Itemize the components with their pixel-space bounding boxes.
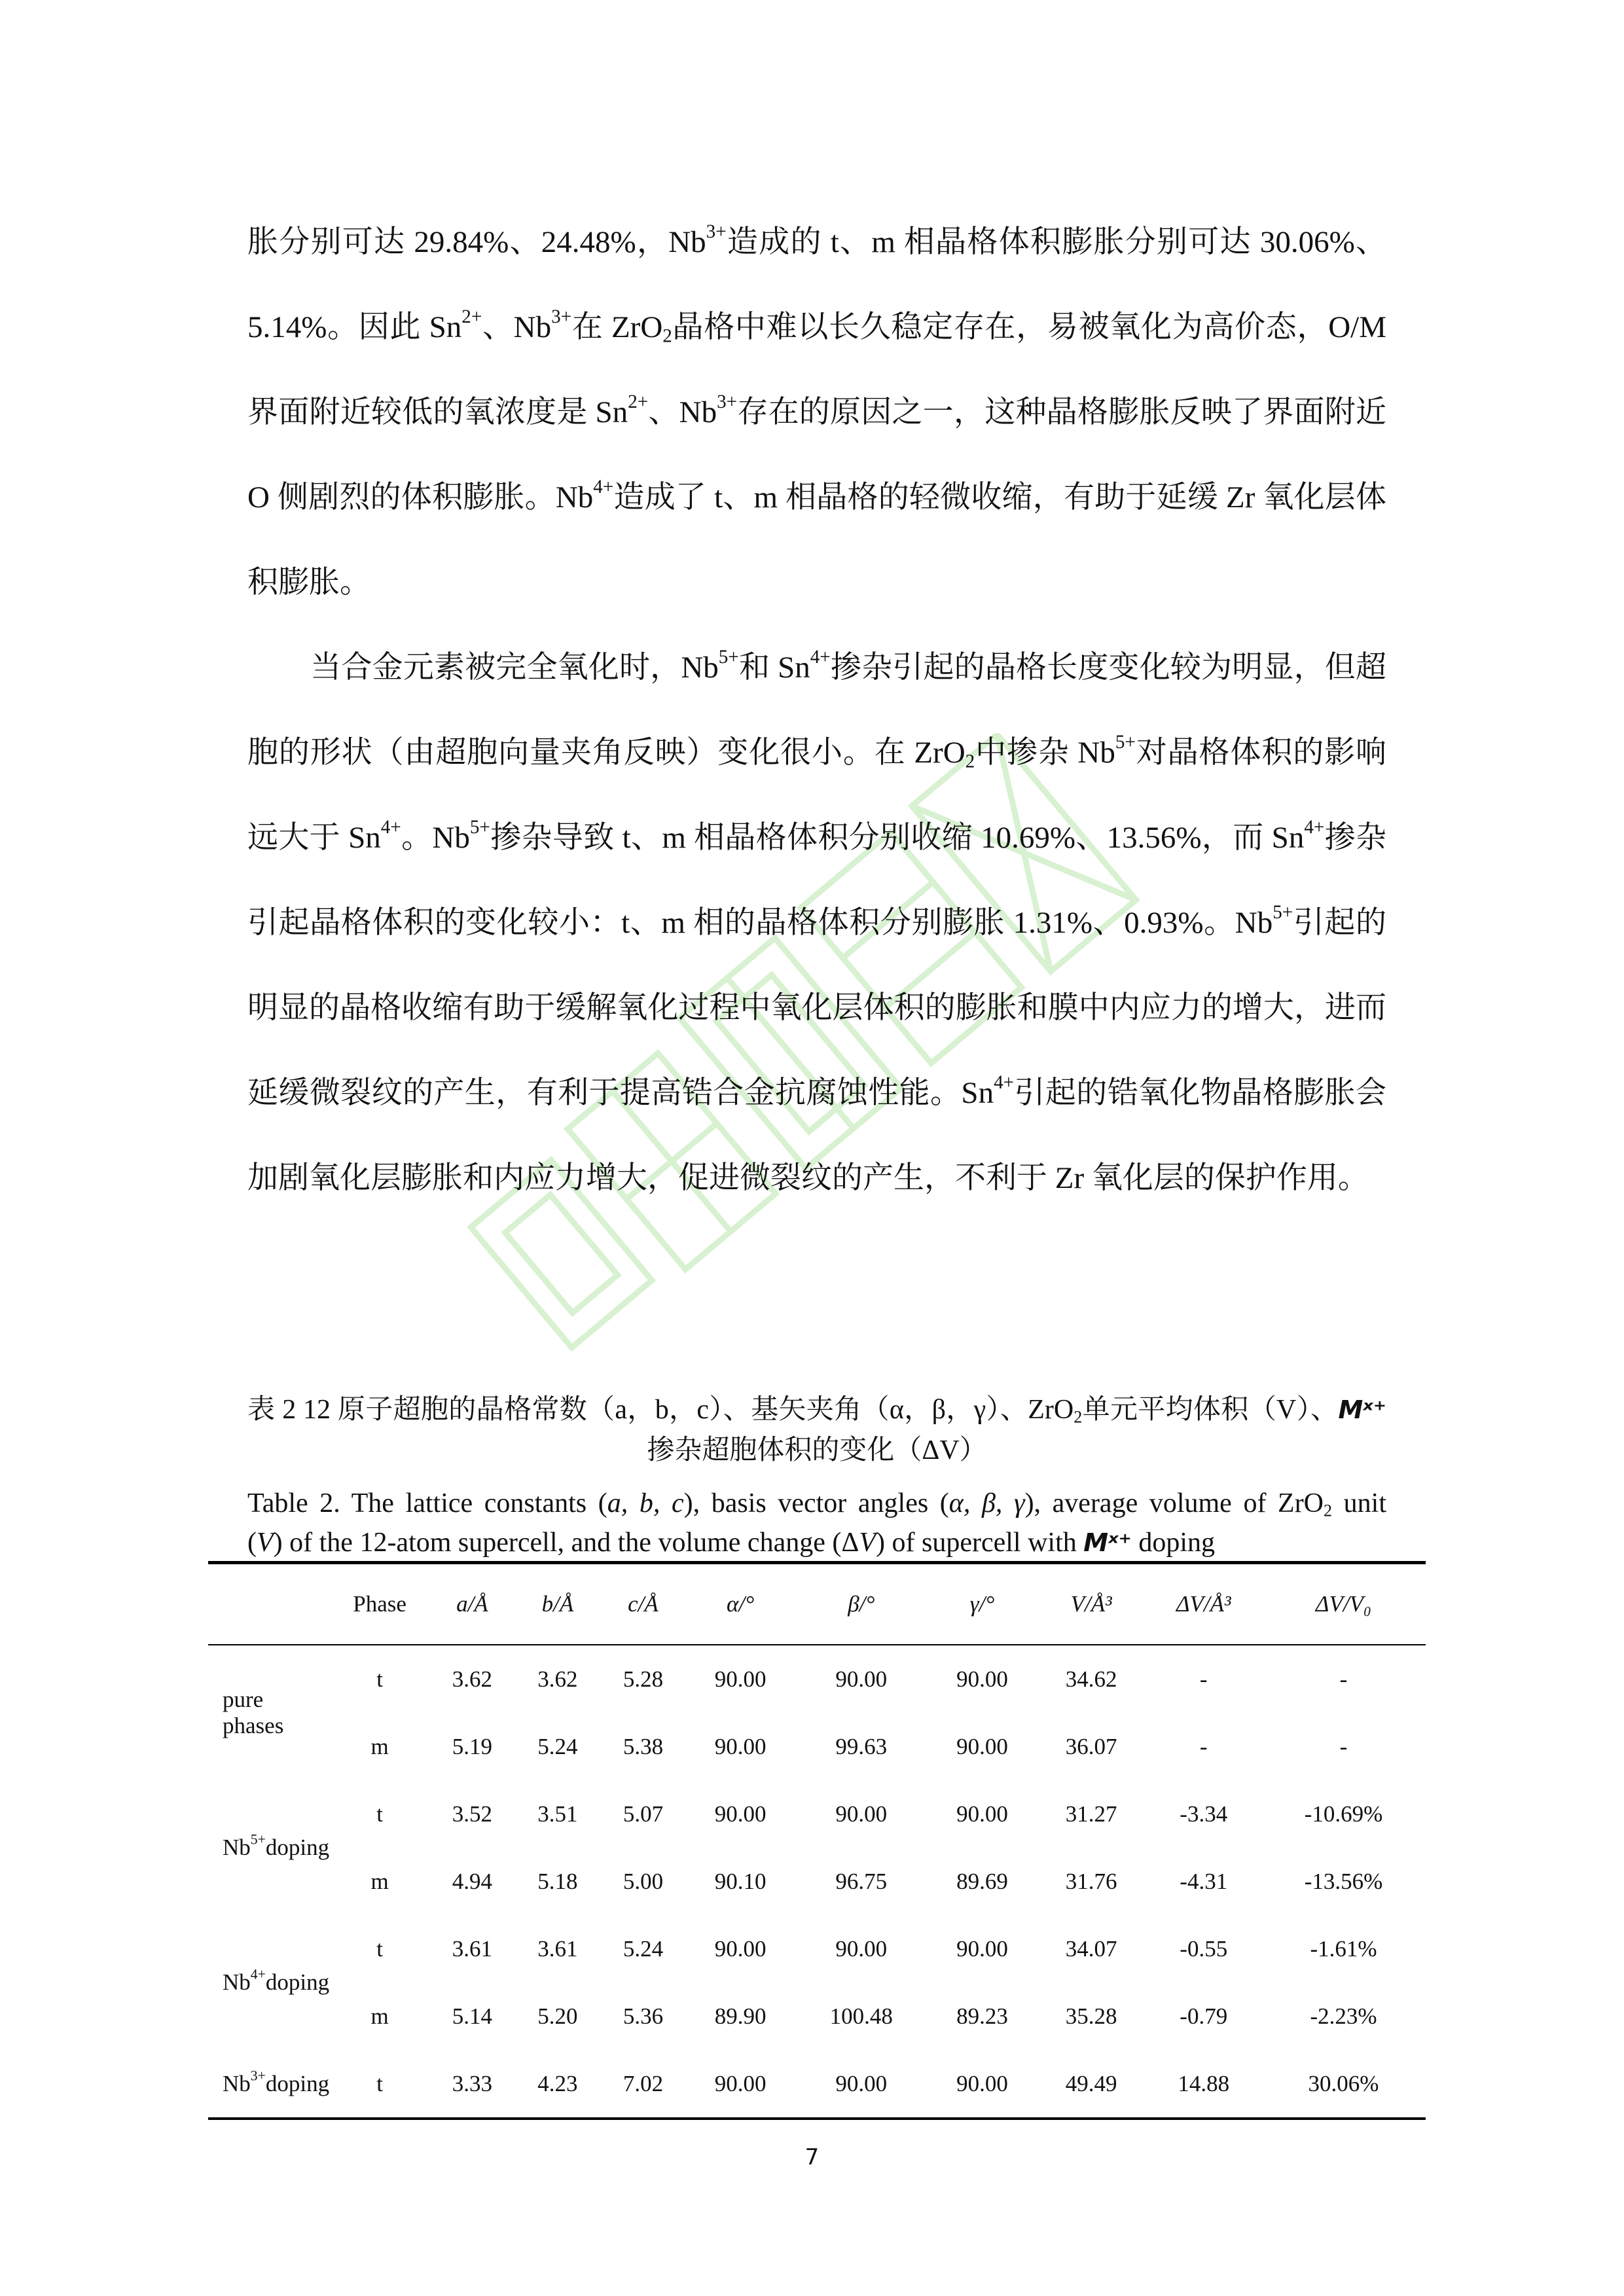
table-cell: 90.00 [956,1666,1008,1692]
table-cell: 3.52 [452,1801,492,1827]
table-cell: 90.00 [835,1801,888,1827]
table-cell: 7.02 [600,2050,686,2119]
table-caption-zh-line1: 表 2 12 原子超胞的晶格常数（a，b，c）、基矢夹角（α，β，γ）、ZrO$_2$单元平均体积（V）、Mˣ⁺ [247,1395,1386,1427]
table-caption-en-line1: Table 2. The lattice constants (a, b, c), basis vector angles (α, β, γ), average volume of ZrO$_2$ unit [247,1488,1387,1520]
table-cell: -2.23% [1310,2003,1377,2029]
table-header-row [208,1563,1426,1645]
table-cell: 89.69 [956,1868,1008,1894]
body-paragraph-2: 当合金元素被完全氧化时，$Nb^{5+}$和 $Sn^{4+}$掺杂引起的晶格长度变化较为明显，但超胞的形状（由超胞向量夹角反映）变化很小。在 ZrO$_2$中掺杂 $Nb^{5+}$对晶格体积的影响远大于 $Sn^{4+}$。$Nb^{5+}$掺杂导致 t、m 相晶格体积分别收缩 10.69%、13.56%，而 $Sn^{4+}$掺杂引起晶格体积的变化较小：t、m 相的晶格体积分别膨胀 1.31%、0.93%。$Nb^{5+}$引起的明显的晶格收缩有助于缓解氧化过程中氧化层体积的膨胀和膜中内应力的增大，进而延缓微裂纹的产生，有利于提高锆合金抗腐蚀性能。$Sn^{4+}$引起的锆氧化物晶格膨胀会加剧氧化层膨胀和内应力增大，促进微裂纹的产生，不利于 Zr 氧化层的保护作用。 [247,647,1387,1195]
table-cell: 3.51 [537,1801,578,1827]
table-cell: 5.14 [452,2003,492,2029]
header-cell: γ/° [928,1563,1037,1645]
header-cell: c/Å [600,1563,686,1645]
table-cell: 5.24 [623,1935,664,1962]
body-paragraph-1: 胀分别可达 29.84%、24.48%，$Nb^{3+}$造成的 t、m 相晶格体积膨胀分别可达 30.06%、5.14%。因此 $Sn^{2+}$、$Nb^{3+}$在 ZrO$_2$晶格中难以长久稳定存在，易被氧化为高价态，O/M 界面附近较低的氧浓度是 $Sn^{2+}$、$Nb^{3+}$存在的原因之一，这种晶格膨胀反映了界面附近 O 侧剧烈的体积膨胀。$Nb^{4+}$造成了 t、m 相晶格的轻微收缩，有助于延缓 Zr 氧化层体积膨胀。 [247,221,1387,600]
table-cell: 5.24 [537,1733,578,1759]
header-cell: α/° [686,1563,795,1645]
table-cell: 5.07 [623,1801,664,1827]
table-cell: 36.07 [1065,1733,1117,1759]
table-cell: 5.36 [623,2003,664,2029]
table-cell: 5.18 [537,1868,578,1894]
table-cell: m [370,2003,389,2029]
table-cell: 31.27 [1065,1801,1117,1827]
group-label: pure phases [223,1687,284,1738]
table-cell: 89.23 [956,2003,1008,2029]
table-cell: -3.34 [1180,1801,1228,1827]
table-row [208,1982,1426,2050]
table-cell: -1.61% [1310,1935,1377,1962]
group-label: $Nb^{4+}doping$ [223,1966,330,1995]
table-cell: 90.00 [835,1935,888,1962]
table-cell: -10.69% [1304,1801,1383,1827]
table-cell: - [1339,1733,1348,1759]
table-cell: t [376,1666,383,1692]
table-cell: 34.07 [1065,1935,1117,1962]
table-cell: 49.49 [1037,2050,1146,2119]
table-cell: - [1199,1733,1208,1759]
header-cell: V/Å³ [1037,1563,1146,1645]
header-cell [208,1563,330,1645]
table-cell: 90.00 [714,1801,767,1827]
table-cell: -4.31 [1180,1868,1228,1894]
table-cell: 90.00 [928,2050,1037,2119]
table-cell: 5.38 [623,1733,664,1759]
header-cell: β/° [795,1563,928,1645]
table-cell: 3.62 [537,1666,578,1692]
table-cell: -0.79 [1180,2003,1228,2029]
table-cell: 90.00 [795,2050,928,2119]
group-label: $Nb^{5+}doping$ [223,1831,330,1860]
header-cell: b/Å [515,1563,601,1645]
table-cell: 3.33 [429,2050,515,2119]
table-cell: 90.00 [714,1733,767,1759]
lattice-constants-table [208,1561,1426,2120]
header-cell: ΔV/Å³ [1146,1563,1261,1645]
table-cell: -0.55 [1180,1935,1228,1962]
table-cell: 90.00 [835,1666,888,1692]
table-caption-en-line2: (V) of the 12-atom supercell, and the volume change (ΔV) of supercell with Mˣ⁺ doping [247,1528,1215,1558]
table-cell: 5.00 [623,1868,664,1894]
table-cell: - [1199,1666,1208,1692]
table-cell: t [330,2050,429,2119]
table-cell: 14.88 [1146,2050,1261,2119]
table-cell: 5.20 [537,2003,578,2029]
table-cell: 4.94 [452,1868,492,1894]
table-cell: m [370,1733,389,1759]
table-cell: 90.00 [956,1935,1008,1962]
table-cell: 3.61 [537,1935,578,1962]
table-row [208,1713,1426,1780]
table-cell: 3.62 [452,1666,492,1692]
table-cell: 100.48 [829,2003,893,2029]
table-cell: 90.00 [956,1801,1008,1827]
table-cell: 30.06% [1261,2050,1426,2119]
table-cell: - [1339,1666,1348,1692]
table-cell: 90.00 [956,1733,1008,1759]
table-cell: 3.61 [452,1935,492,1962]
table-row [208,1645,1426,1713]
table-cell: 90.00 [714,1666,767,1692]
table-cell: -13.56% [1304,1868,1383,1894]
table-cell: 99.63 [835,1733,888,1759]
group-label: $Nb^{3+}doping$ [208,2050,330,2119]
table-cell: m [370,1868,389,1894]
table-cell: 90.00 [714,1935,767,1962]
table-cell: 31.76 [1065,1868,1117,1894]
header-cell: ΔV/V₀ [1261,1563,1426,1645]
table-caption-zh-line2: 掺杂超胞体积的变化（ΔV） [647,1435,987,1465]
table-row [208,1915,1426,1982]
table-cell: 89.90 [714,2003,767,2029]
table-cell: 90.10 [714,1868,767,1894]
header-cell: a/Å [429,1563,515,1645]
table-cell: t [376,1801,383,1827]
table-cell: 35.28 [1065,2003,1117,2029]
table-cell: 96.75 [835,1868,888,1894]
table-cell: 5.28 [623,1666,664,1692]
math-variable-m: Mˣ⁺ [1338,1395,1386,1424]
math-variable-m: Mˣ⁺ [1083,1528,1132,1557]
table-row [208,1848,1426,1915]
table-row [208,1780,1426,1848]
table-cell: t [376,1935,383,1962]
table-cell: 4.23 [515,2050,601,2119]
table-cell: 34.62 [1065,1666,1117,1692]
header-cell: Phase [330,1563,429,1645]
table-cell: 5.19 [452,1733,492,1759]
table-cell: 90.00 [686,2050,795,2119]
page-number: 7 [804,2144,820,2170]
table-row [208,2050,1426,2119]
